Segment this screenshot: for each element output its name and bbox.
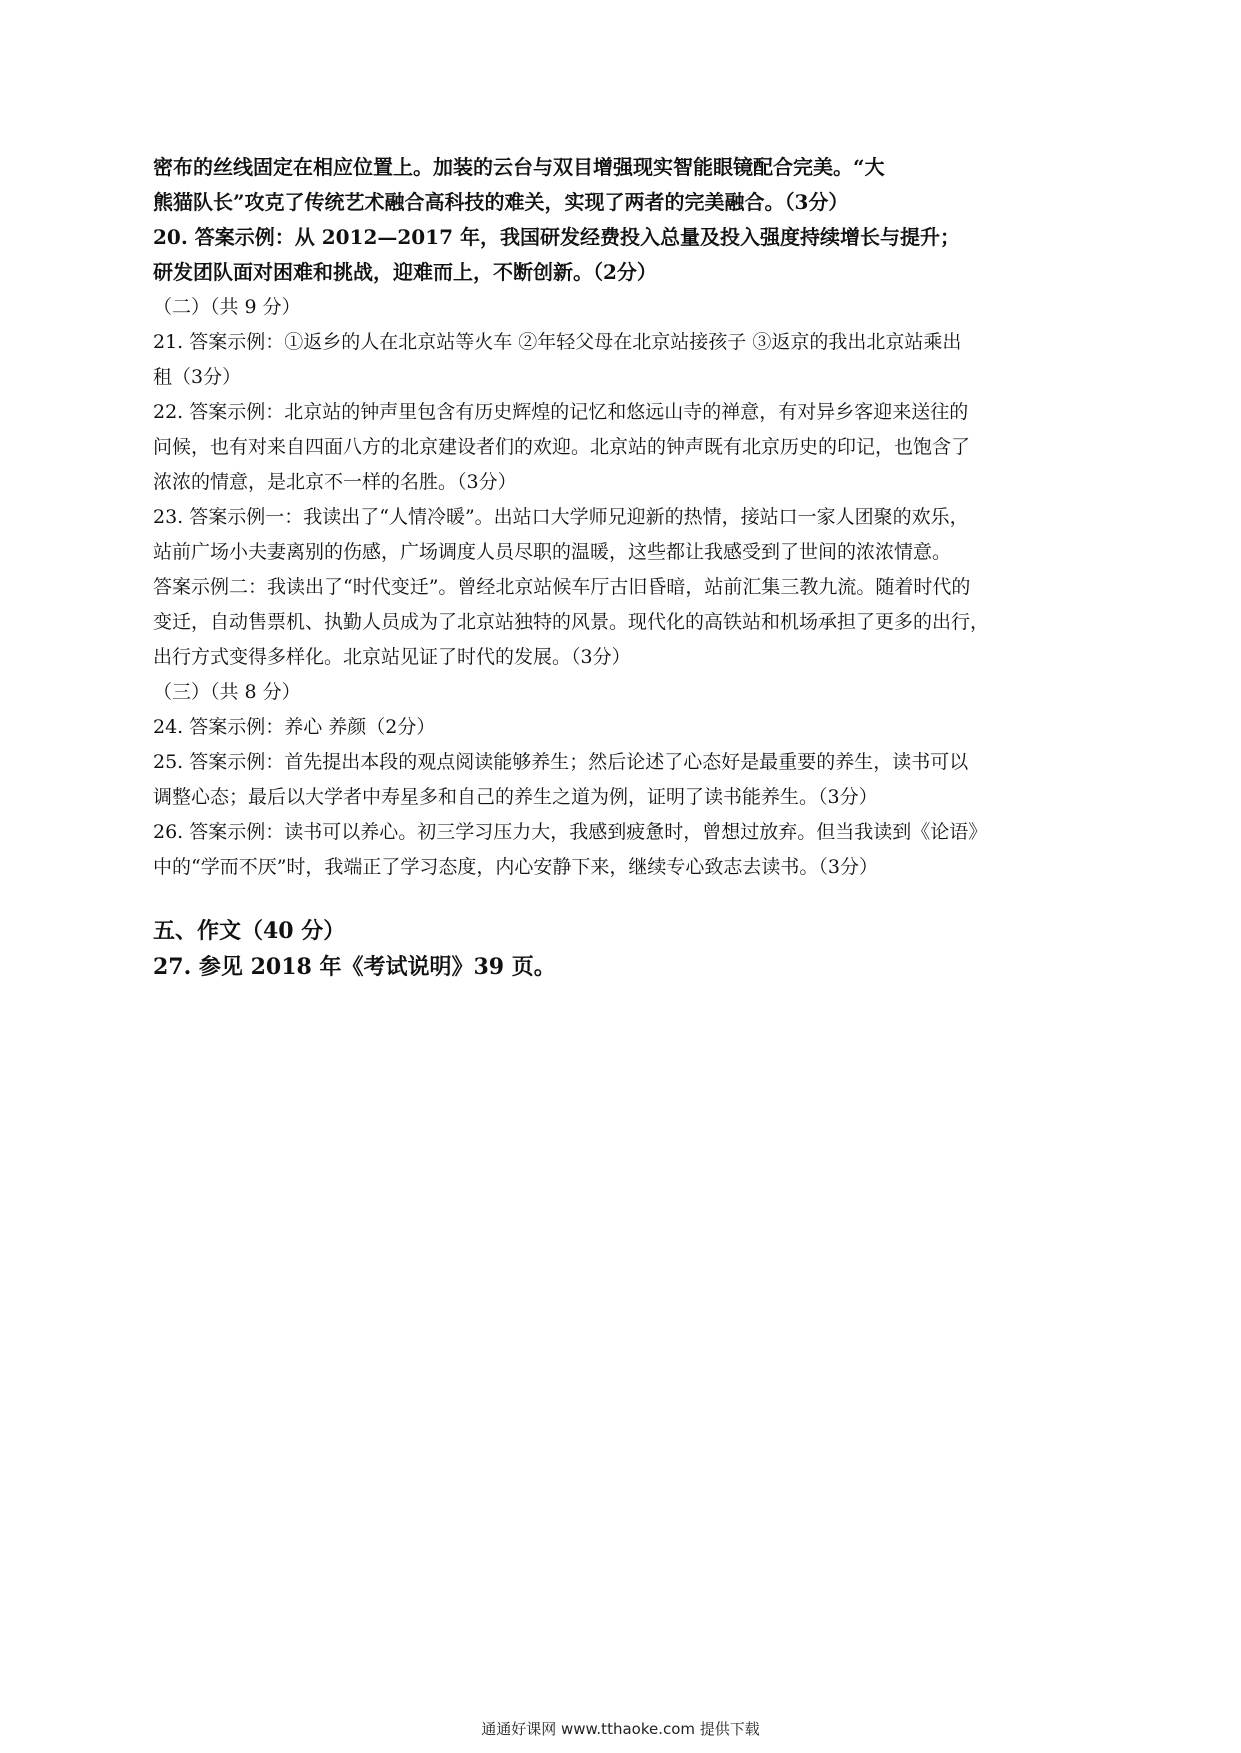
text-line: 站前广场小夫妻离别的伤感，广场调度人员尽职的温暖，这些都让我感受到了世间的浓浓情意。 (153, 541, 952, 563)
text-line: 调整心态；最后以大学者中寿星多和自己的养生之道为例，证明了读书能养生。（3分） (153, 786, 878, 808)
text-line: 答案示例二：我读出了“时代变迁”。曾经北京站候车厅古旧昏暗，站前汇集三教九流。随着时代的 (153, 576, 971, 598)
section-heading-2: （二）（共 9 分） (153, 296, 301, 318)
text-line: 研发团队面对困难和挑战，迎难而上，不断创新。（2分） (153, 260, 657, 284)
footer-watermark: 通通好课网 www.tthaoke.com 提供下载 (481, 1720, 760, 1738)
answer-24-line: 24. 答案示例：养心 养颜（2分） (153, 716, 436, 738)
essay-item: 27. 参见 2018 年《考试说明》39 页。 (153, 954, 556, 980)
answer-22-line: 22. 答案示例：北京站的钟声里包含有历史辉煌的记忆和悠远山寺的禅意，有对异乡客迎来送往的 (153, 401, 969, 423)
answer-23-line: 23. 答案示例一：我读出了“人情冷暖”。出站口大学师兄迎新的热情，接站口一家人团聚的欢乐， (153, 506, 969, 528)
text-line: 中的“学而不厌”时，我端正了学习态度，内心安静下来，继续专心致志去读书。（3分） (153, 856, 879, 878)
section-heading-3: （三）（共 8 分） (153, 681, 301, 703)
text-line: 租（3分） (153, 366, 242, 388)
text-line: 熊猫队长”攻克了传统艺术融合高科技的难关，实现了两者的完美融合。（3分） (153, 190, 849, 214)
text-line: 密布的丝线固定在相应位置上。加装的云台与双目增强现实智能眼镜配合完美。“大 (153, 155, 885, 179)
answer-26-line: 26. 答案示例：读书可以养心。初三学习压力大，我感到疲惫时，曾想过放弃。但当我读到《论语》 (153, 821, 988, 843)
text-line: 变迁，自动售票机、执勤人员成为了北京站独特的风景。现代化的高铁站和机场承担了更多的出行， (153, 611, 990, 633)
answer-21-line: 21. 答案示例：①返乡的人在北京站等火车 ②年轻父母在北京站接孩子 ③返京的我出北京站乘出 (153, 331, 962, 353)
spacer (153, 885, 1098, 913)
answer-content (153, 150, 1098, 985)
text-line: 出行方式变得多样化。北京站见证了时代的发展。（3分） (153, 646, 631, 668)
text-line: 问候，也有对来自四面八方的北京建设者们的欢迎。北京站的钟声既有北京历史的印记，也饱含了 (153, 436, 971, 458)
text-line: 浓浓的情意，是北京不一样的名胜。（3分） (153, 471, 517, 493)
answer-25-line: 25. 答案示例：首先提出本段的观点阅读能够养生；然后论述了心态好是最重要的养生，读书可以 (153, 751, 969, 773)
essay-section-title: 五、作文（40 分） (153, 918, 346, 944)
answer-20-line: 20. 答案示例：从 2012—2017 年，我国研发经费投入总量及投入强度持续增长与提升； (153, 225, 961, 249)
